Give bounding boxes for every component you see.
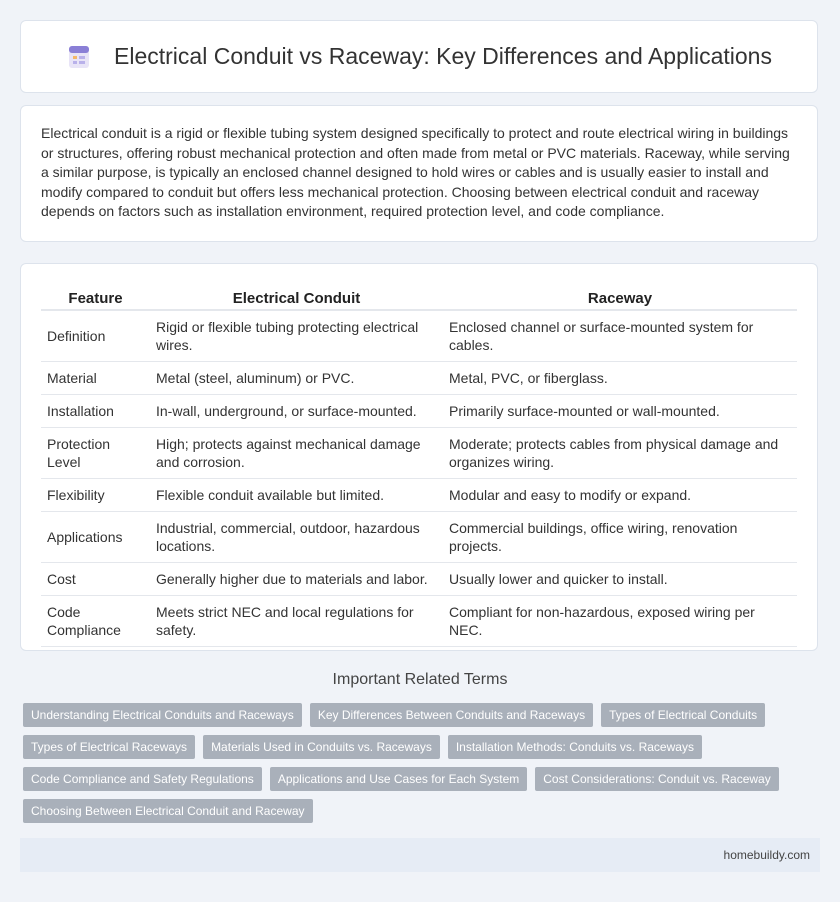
header-feature: Feature [41,286,150,310]
conduit-cell: Meets strict NEC and local regulations for safety. [150,596,443,647]
raceway-cell: Commercial buildings, office wiring, renovation projects. [443,512,797,563]
related-term-tag[interactable]: Key Differences Between Conduits and Raceways [310,703,593,727]
comparison-table-card [20,263,818,651]
feature-cell: Cost [41,563,150,596]
related-term-tag[interactable]: Installation Methods: Conduits vs. Raceways [448,735,702,759]
document-icon [66,44,92,70]
conduit-cell: High; protects against mechanical damage and corrosion. [150,428,443,479]
related-term-tag[interactable]: Cost Considerations: Conduit vs. Raceway [535,767,778,791]
related-term-tag[interactable]: Types of Electrical Conduits [601,703,765,727]
related-term-tag[interactable]: Applications and Use Cases for Each System [270,767,527,791]
raceway-cell: Modular and easy to modify or expand. [443,479,797,512]
feature-cell: Installation [41,395,150,428]
table-row [41,362,797,395]
related-terms-list [23,703,818,823]
related-terms-title: Important Related Terms [332,671,508,688]
table-row [41,310,797,362]
table-row [41,596,797,647]
table-row [41,479,797,512]
related-term-tag[interactable]: Materials Used in Conduits vs. Raceways [203,735,440,759]
table-row [41,563,797,596]
conduit-cell: Rigid or flexible tubing protecting electrical wires. [150,310,443,362]
table-row [41,395,797,428]
feature-cell: Protection Level [41,428,150,479]
table-header-row [41,286,797,310]
title-card [20,20,818,93]
raceway-cell: Primarily surface-mounted or wall-mounted. [443,395,797,428]
raceway-cell: Metal, PVC, or fiberglass. [443,362,797,395]
intro-card [20,105,818,242]
header-electrical-conduit: Electrical Conduit [150,286,443,310]
page-title: Electrical Conduit vs Raceway: Key Differences and Applications [114,43,772,69]
conduit-cell: Generally higher due to materials and labor. [150,563,443,596]
raceway-cell: Compliant for non-hazardous, exposed wiring per NEC. [443,596,797,647]
feature-cell: Applications [41,512,150,563]
feature-cell: Definition [41,310,150,362]
footer-site[interactable]: homebuildy.com [723,848,810,862]
related-term-tag[interactable]: Code Compliance and Safety Regulations [23,767,262,791]
feature-cell: Code Compliance [41,596,150,647]
table-row [41,428,797,479]
raceway-cell: Moderate; protects cables from physical damage and organizes wiring. [443,428,797,479]
table-row [41,512,797,563]
header-raceway: Raceway [443,286,797,310]
related-term-tag[interactable]: Types of Electrical Raceways [23,735,195,759]
conduit-cell: Flexible conduit available but limited. [150,479,443,512]
comparison-table [41,286,797,647]
intro-paragraph: Electrical conduit is a rigid or flexible tubing system designed specifically to protect and route electrical wiring in buildings or structures, offering robust mechanical protection and often made from metal or PVC materials. Raceway, while serving a similar purpose, is typically an enclosed channel designed to hold wires or cables and is usually easier to install and modify compared to conduit but offers less mechanical protection. Choosing between electrical conduit and raceway depends on factors such as installation environment, required protection level, and code compliance. [41,125,790,219]
conduit-cell: In-wall, underground, or surface-mounted. [150,395,443,428]
related-term-tag[interactable]: Understanding Electrical Conduits and Raceways [23,703,302,727]
raceway-cell: Enclosed channel or surface-mounted system for cables. [443,310,797,362]
feature-cell: Flexibility [41,479,150,512]
footer [20,838,820,872]
related-term-tag[interactable]: Choosing Between Electrical Conduit and Raceway [23,799,313,823]
raceway-cell: Usually lower and quicker to install. [443,563,797,596]
feature-cell: Material [41,362,150,395]
conduit-cell: Industrial, commercial, outdoor, hazardous locations. [150,512,443,563]
conduit-cell: Metal (steel, aluminum) or PVC. [150,362,443,395]
